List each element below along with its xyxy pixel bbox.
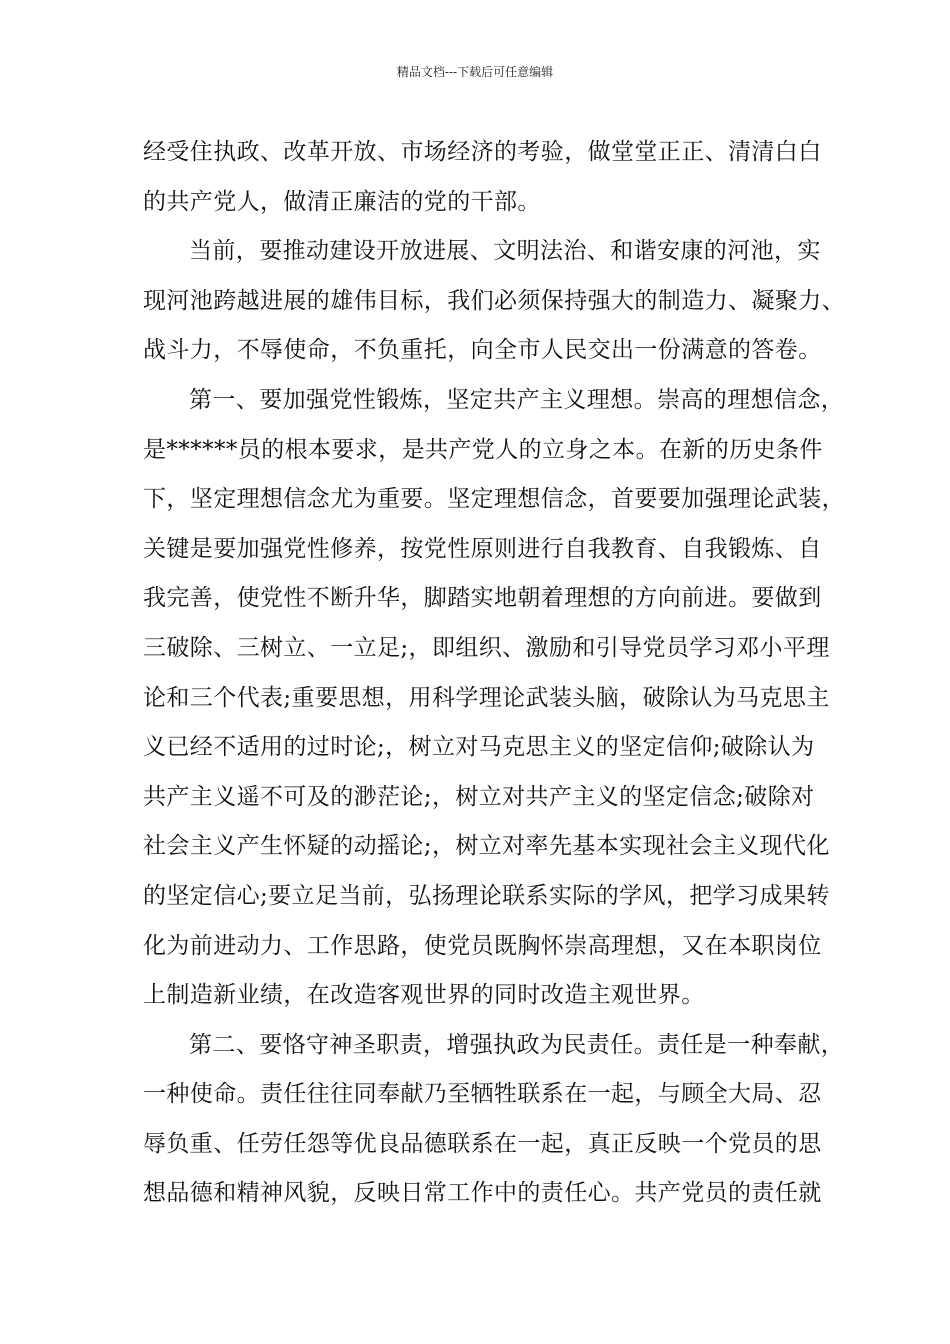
text-line: 是******员的根本要求，是共产党人的立身之本。在新的历史条件 [143, 436, 823, 463]
text-line: 社会主义产生怀疑的动摇论;，树立对率先基本实现社会主义现代化 [143, 833, 830, 860]
paragraph-start-line: 第一、要加强党性锻炼，坚定共产主义理想。崇高的理想信念， [189, 386, 845, 413]
text-line: 辱负重、任劳任怨等优良品德联系在一起，真正反映一个党员的思 [143, 1130, 822, 1157]
text-line: 化为前进动力、工作思路，使党员既胸怀崇高理想，又在本职岗位 [143, 932, 822, 959]
text-line: 经受住执政、改革开放、市场经济的考验，做堂堂正正、清清白白 [143, 139, 822, 165]
text-line: 一种使命。责任往往同奉献乃至牺牲联系在一起，与顾全大局、忍 [143, 1081, 822, 1108]
text-line: 战斗力，不辱使命，不负重托，向全市人民交出一份满意的答卷。 [143, 337, 822, 364]
text-line: 下，坚定理想信念尤为重要。坚定理想信念，首要要加强理论武装， [143, 486, 845, 513]
text-line: 论和三个代表;重要思想，用科学理论武装头脑，破除认为马克思主 [143, 684, 830, 711]
paragraph-start-line: 当前，要推动建设开放进展、文明法治、和谐安康的河池，实 [189, 238, 821, 265]
text-line: 现河池跨越进展的雄伟目标，我们必须保持强大的制造力、凝聚力、 [143, 287, 845, 314]
page-header: 精品文档---下载后可任意编辑 [396, 65, 554, 79]
body-text [143, 128, 845, 1219]
text-line: 的共产党人，做清正廉洁的党的干部。 [143, 188, 541, 215]
text-line: 的坚定信心;要立足当前，弘扬理论联系实际的学风，把学习成果转 [143, 882, 830, 909]
text-line: 义已经不适用的过时论;，树立对马克思主义的坚定信仰;破除认为 [143, 734, 815, 761]
text-line: 上制造新业绩，在改造客观世界的同时改造主观世界。 [143, 982, 705, 1009]
text-line: 关键是要加强党性修养，按党性原则进行自我教育、自我锻炼、自 [143, 535, 822, 562]
text-line: 共产主义遥不可及的渺茫论;，树立对共产主义的坚定信念;破除对 [143, 783, 815, 810]
paragraph-start-line: 第二、要恪守神圣职责，增强执政为民责任。责任是一种奉献， [189, 1031, 845, 1058]
text-line: 想品德和精神风貌，反映日常工作中的责任心。共产党员的责任就 [143, 1180, 822, 1207]
text-line: 我完善，使党性不断升华，脚踏实地朝着理想的方向前进。要做到 [143, 585, 822, 612]
text-line: 三破除、三树立、一立足;，即组织、激励和引导党员学习邓小平理 [143, 634, 830, 661]
